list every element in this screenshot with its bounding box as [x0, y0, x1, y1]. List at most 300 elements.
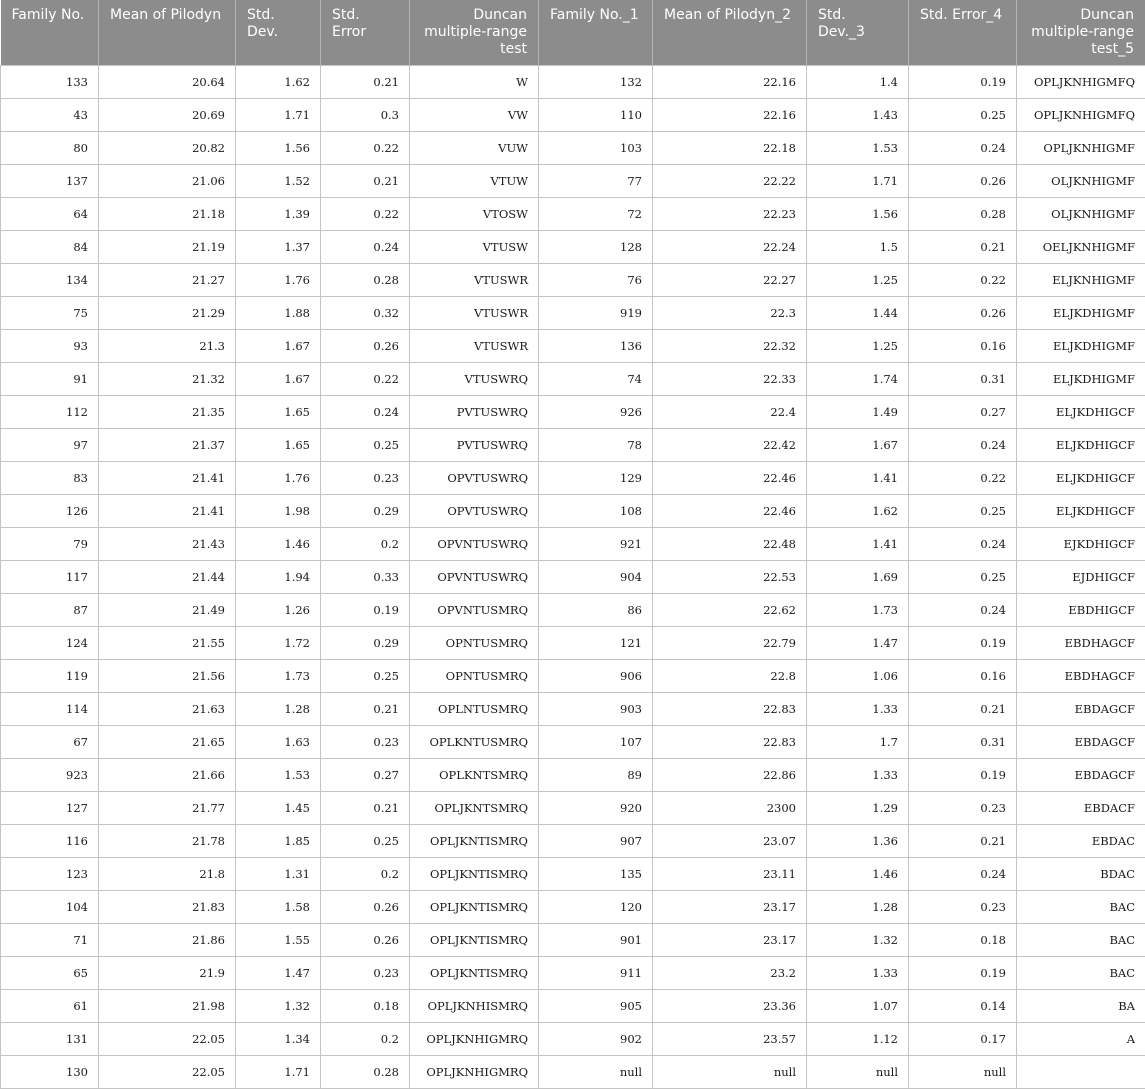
header-std-error-4: Std. Error_4 — [909, 0, 1017, 65]
cell-std-error: 0.21 — [321, 692, 410, 725]
cell-std-dev: 1.72 — [236, 626, 321, 659]
cell-std-dev: 1.65 — [236, 428, 321, 461]
cell-std-dev: 1.88 — [236, 296, 321, 329]
cell-duncan-test-5 — [1017, 1055, 1145, 1088]
cell-std-dev-3: 1.69 — [807, 560, 909, 593]
cell-std-dev-3: null — [807, 1055, 909, 1088]
cell-std-dev: 1.46 — [236, 527, 321, 560]
cell-std-error-4: 0.22 — [909, 263, 1017, 296]
cell-duncan-test-5: OPLJKNHIGMF — [1017, 131, 1145, 164]
cell-duncan-test-5: BAC — [1017, 890, 1145, 923]
cell-std-error: 0.28 — [321, 1055, 410, 1088]
cell-family-no: 112 — [1, 395, 99, 428]
cell-std-error: 0.27 — [321, 758, 410, 791]
cell-std-error: 0.23 — [321, 461, 410, 494]
cell-family-no: 133 — [1, 65, 99, 98]
cell-family-no: 123 — [1, 857, 99, 890]
cell-mean-pilodyn: 21.78 — [99, 824, 236, 857]
cell-family-no: 104 — [1, 890, 99, 923]
cell-std-dev: 1.32 — [236, 989, 321, 1022]
cell-duncan-test: OPNTUSMRQ — [410, 659, 539, 692]
cell-duncan-test-5: ELJKNHIGMF — [1017, 263, 1145, 296]
cell-duncan-test: VTUSW — [410, 230, 539, 263]
cell-family-no-1: 89 — [539, 758, 653, 791]
cell-mean-pilodyn: 21.65 — [99, 725, 236, 758]
cell-duncan-test: OPLJKNTSMRQ — [410, 791, 539, 824]
cell-mean-pilodyn: 20.69 — [99, 98, 236, 131]
cell-mean-pilodyn: 21.56 — [99, 659, 236, 692]
cell-mean-pilodyn-2: 22.83 — [653, 692, 807, 725]
cell-std-error: 0.29 — [321, 494, 410, 527]
cell-duncan-test: OPLKNTSMRQ — [410, 758, 539, 791]
cell-family-no: 87 — [1, 593, 99, 626]
cell-std-error: 0.28 — [321, 263, 410, 296]
cell-family-no: 119 — [1, 659, 99, 692]
cell-mean-pilodyn-2: 22.62 — [653, 593, 807, 626]
cell-std-dev: 1.65 — [236, 395, 321, 428]
cell-family-no: 116 — [1, 824, 99, 857]
cell-mean-pilodyn: 21.41 — [99, 461, 236, 494]
cell-mean-pilodyn-2: 22.3 — [653, 296, 807, 329]
cell-family-no-1: 907 — [539, 824, 653, 857]
cell-family-no: 130 — [1, 1055, 99, 1088]
cell-std-dev-3: 1.12 — [807, 1022, 909, 1055]
cell-std-dev: 1.63 — [236, 725, 321, 758]
cell-family-no: 97 — [1, 428, 99, 461]
cell-family-no-1: 129 — [539, 461, 653, 494]
header-std-dev-3: Std. Dev._3 — [807, 0, 909, 65]
cell-mean-pilodyn-2: 23.11 — [653, 857, 807, 890]
table-row — [1, 824, 1145, 857]
cell-std-dev-3: 1.41 — [807, 527, 909, 560]
cell-std-error: 0.18 — [321, 989, 410, 1022]
cell-family-no: 65 — [1, 956, 99, 989]
cell-mean-pilodyn-2: 22.32 — [653, 329, 807, 362]
cell-mean-pilodyn-2: null — [653, 1055, 807, 1088]
cell-std-dev-3: 1.71 — [807, 164, 909, 197]
cell-mean-pilodyn-2: 22.18 — [653, 131, 807, 164]
cell-mean-pilodyn-2: 22.46 — [653, 494, 807, 527]
cell-family-no: 67 — [1, 725, 99, 758]
cell-std-error: 0.2 — [321, 1022, 410, 1055]
cell-duncan-test: VTUSWR — [410, 263, 539, 296]
cell-mean-pilodyn-2: 23.2 — [653, 956, 807, 989]
cell-std-error-4: 0.28 — [909, 197, 1017, 230]
cell-std-dev: 1.71 — [236, 1055, 321, 1088]
cell-std-error: 0.24 — [321, 395, 410, 428]
cell-mean-pilodyn-2: 22.27 — [653, 263, 807, 296]
cell-mean-pilodyn-2: 22.48 — [653, 527, 807, 560]
header-mean-pilodyn: Mean of Pilodyn — [99, 0, 236, 65]
cell-std-dev: 1.62 — [236, 65, 321, 98]
cell-std-dev-3: 1.4 — [807, 65, 909, 98]
cell-mean-pilodyn: 21.44 — [99, 560, 236, 593]
cell-std-error: 0.26 — [321, 923, 410, 956]
cell-mean-pilodyn: 21.49 — [99, 593, 236, 626]
cell-mean-pilodyn-2: 23.17 — [653, 890, 807, 923]
table-row — [1, 725, 1145, 758]
cell-duncan-test: OPVTUSWRQ — [410, 461, 539, 494]
cell-std-dev-3: 1.67 — [807, 428, 909, 461]
cell-duncan-test: OPLJKNTISMRQ — [410, 890, 539, 923]
cell-duncan-test-5: ELJKDHIGCF — [1017, 428, 1145, 461]
cell-mean-pilodyn: 22.05 — [99, 1022, 236, 1055]
cell-family-no-1: 128 — [539, 230, 653, 263]
cell-duncan-test: VTUSWRQ — [410, 362, 539, 395]
cell-std-dev: 1.56 — [236, 131, 321, 164]
cell-family-no: 923 — [1, 758, 99, 791]
table-row — [1, 296, 1145, 329]
cell-mean-pilodyn: 21.27 — [99, 263, 236, 296]
cell-duncan-test-5: BAC — [1017, 956, 1145, 989]
cell-family-no: 79 — [1, 527, 99, 560]
cell-duncan-test-5: OLJKNHIGMF — [1017, 197, 1145, 230]
cell-family-no-1: 903 — [539, 692, 653, 725]
cell-duncan-test: VUW — [410, 131, 539, 164]
table-row — [1, 263, 1145, 296]
cell-std-dev-3: 1.25 — [807, 329, 909, 362]
cell-std-error: 0.21 — [321, 65, 410, 98]
cell-family-no-1: 919 — [539, 296, 653, 329]
cell-duncan-test-5: ELJKDHIGCF — [1017, 494, 1145, 527]
cell-family-no-1: 136 — [539, 329, 653, 362]
cell-std-error-4: 0.19 — [909, 758, 1017, 791]
cell-mean-pilodyn: 22.05 — [99, 1055, 236, 1088]
cell-mean-pilodyn: 21.41 — [99, 494, 236, 527]
cell-duncan-test-5: EBDAGCF — [1017, 692, 1145, 725]
cell-duncan-test-5: EBDAGCF — [1017, 725, 1145, 758]
cell-std-dev-3: 1.5 — [807, 230, 909, 263]
cell-family-no-1: 911 — [539, 956, 653, 989]
cell-family-no-1: 905 — [539, 989, 653, 1022]
cell-std-error-4: 0.24 — [909, 428, 1017, 461]
cell-duncan-test: OPLJKNTISMRQ — [410, 824, 539, 857]
cell-family-no-1: 107 — [539, 725, 653, 758]
cell-family-no: 131 — [1, 1022, 99, 1055]
cell-duncan-test-5: EBDHAGCF — [1017, 626, 1145, 659]
cell-duncan-test-5: EBDHIGCF — [1017, 593, 1145, 626]
cell-std-dev: 1.52 — [236, 164, 321, 197]
cell-mean-pilodyn: 21.77 — [99, 791, 236, 824]
cell-std-dev-3: 1.62 — [807, 494, 909, 527]
table-row — [1, 428, 1145, 461]
cell-duncan-test-5: ELJKDHIGCF — [1017, 395, 1145, 428]
cell-std-dev-3: 1.73 — [807, 593, 909, 626]
header-duncan-test-5: Duncan multiple-range test_5 — [1017, 0, 1145, 65]
cell-duncan-test: OPVNTUSMRQ — [410, 593, 539, 626]
cell-std-error: 0.23 — [321, 956, 410, 989]
cell-std-dev: 1.53 — [236, 758, 321, 791]
cell-family-no-1: 108 — [539, 494, 653, 527]
cell-std-dev-3: 1.25 — [807, 263, 909, 296]
cell-mean-pilodyn: 21.32 — [99, 362, 236, 395]
table-row — [1, 890, 1145, 923]
cell-std-dev: 1.73 — [236, 659, 321, 692]
cell-duncan-test: OPLNTUSMRQ — [410, 692, 539, 725]
cell-mean-pilodyn: 21.83 — [99, 890, 236, 923]
table-row — [1, 527, 1145, 560]
cell-std-error-4: 0.24 — [909, 593, 1017, 626]
cell-mean-pilodyn: 20.82 — [99, 131, 236, 164]
table-row — [1, 956, 1145, 989]
cell-family-no: 134 — [1, 263, 99, 296]
cell-duncan-test: VTUW — [410, 164, 539, 197]
cell-std-dev: 1.34 — [236, 1022, 321, 1055]
cell-duncan-test: PVTUSWRQ — [410, 428, 539, 461]
cell-family-no-1: null — [539, 1055, 653, 1088]
header-row — [1, 0, 1145, 65]
cell-family-no: 71 — [1, 923, 99, 956]
cell-duncan-test-5: ELJKDHIGMF — [1017, 362, 1145, 395]
cell-std-error-4: null — [909, 1055, 1017, 1088]
cell-family-no-1: 906 — [539, 659, 653, 692]
header-mean-pilodyn-2: Mean of Pilodyn_2 — [653, 0, 807, 65]
cell-mean-pilodyn-2: 22.79 — [653, 626, 807, 659]
cell-family-no-1: 904 — [539, 560, 653, 593]
cell-std-error: 0.19 — [321, 593, 410, 626]
cell-std-dev-3: 1.56 — [807, 197, 909, 230]
cell-family-no-1: 103 — [539, 131, 653, 164]
table-row — [1, 164, 1145, 197]
cell-family-no: 91 — [1, 362, 99, 395]
cell-mean-pilodyn-2: 23.36 — [653, 989, 807, 1022]
table-row — [1, 989, 1145, 1022]
header-duncan-test: Duncan multiple-range test — [410, 0, 539, 65]
cell-mean-pilodyn-2: 23.17 — [653, 923, 807, 956]
cell-std-error: 0.25 — [321, 824, 410, 857]
table-row — [1, 560, 1145, 593]
table-row — [1, 758, 1145, 791]
cell-std-dev-3: 1.29 — [807, 791, 909, 824]
cell-family-no: 137 — [1, 164, 99, 197]
table-row — [1, 857, 1145, 890]
cell-family-no-1: 921 — [539, 527, 653, 560]
cell-duncan-test-5: ELJKDHIGMF — [1017, 296, 1145, 329]
cell-duncan-test: OPLJKNTISMRQ — [410, 923, 539, 956]
table-row — [1, 230, 1145, 263]
cell-std-error-4: 0.19 — [909, 626, 1017, 659]
cell-std-error: 0.25 — [321, 659, 410, 692]
table-body — [1, 65, 1145, 1088]
table-row — [1, 791, 1145, 824]
table-row — [1, 98, 1145, 131]
cell-std-dev-3: 1.46 — [807, 857, 909, 890]
cell-std-error-4: 0.25 — [909, 98, 1017, 131]
cell-duncan-test: OPVTUSWRQ — [410, 494, 539, 527]
cell-family-no: 75 — [1, 296, 99, 329]
cell-std-error-4: 0.23 — [909, 791, 1017, 824]
cell-std-error-4: 0.19 — [909, 65, 1017, 98]
cell-family-no-1: 901 — [539, 923, 653, 956]
cell-std-error: 0.25 — [321, 428, 410, 461]
cell-family-no: 64 — [1, 197, 99, 230]
cell-duncan-test: VW — [410, 98, 539, 131]
cell-duncan-test: W — [410, 65, 539, 98]
cell-std-dev-3: 1.32 — [807, 923, 909, 956]
cell-mean-pilodyn: 21.19 — [99, 230, 236, 263]
cell-std-dev: 1.28 — [236, 692, 321, 725]
cell-std-error-4: 0.24 — [909, 131, 1017, 164]
cell-family-no: 127 — [1, 791, 99, 824]
cell-duncan-test-5: BA — [1017, 989, 1145, 1022]
cell-duncan-test-5: ELJKDHIGMF — [1017, 329, 1145, 362]
cell-family-no: 43 — [1, 98, 99, 131]
cell-mean-pilodyn: 21.63 — [99, 692, 236, 725]
cell-family-no: 124 — [1, 626, 99, 659]
cell-mean-pilodyn: 21.9 — [99, 956, 236, 989]
cell-std-error: 0.2 — [321, 527, 410, 560]
header-std-error: Std. Error — [321, 0, 410, 65]
cell-std-dev: 1.76 — [236, 263, 321, 296]
cell-duncan-test: VTUSWR — [410, 296, 539, 329]
table-row — [1, 65, 1145, 98]
cell-duncan-test-5: OLJKNHIGMF — [1017, 164, 1145, 197]
cell-family-no: 84 — [1, 230, 99, 263]
cell-std-dev-3: 1.47 — [807, 626, 909, 659]
cell-mean-pilodyn: 21.29 — [99, 296, 236, 329]
cell-mean-pilodyn: 21.37 — [99, 428, 236, 461]
cell-family-no: 61 — [1, 989, 99, 1022]
cell-family-no-1: 110 — [539, 98, 653, 131]
cell-mean-pilodyn-2: 22.16 — [653, 98, 807, 131]
cell-std-dev-3: 1.33 — [807, 956, 909, 989]
cell-std-error: 0.33 — [321, 560, 410, 593]
header-family-no: Family No. — [1, 0, 99, 65]
cell-family-no: 114 — [1, 692, 99, 725]
cell-std-error-4: 0.26 — [909, 296, 1017, 329]
cell-std-error-4: 0.14 — [909, 989, 1017, 1022]
cell-mean-pilodyn-2: 22.8 — [653, 659, 807, 692]
cell-std-error-4: 0.16 — [909, 659, 1017, 692]
cell-std-dev: 1.26 — [236, 593, 321, 626]
cell-std-error: 0.22 — [321, 362, 410, 395]
cell-std-dev: 1.71 — [236, 98, 321, 131]
cell-std-error: 0.21 — [321, 791, 410, 824]
cell-std-dev-3: 1.28 — [807, 890, 909, 923]
cell-std-error: 0.22 — [321, 197, 410, 230]
cell-std-dev: 1.37 — [236, 230, 321, 263]
cell-std-dev-3: 1.06 — [807, 659, 909, 692]
cell-std-error-4: 0.21 — [909, 824, 1017, 857]
cell-std-dev: 1.58 — [236, 890, 321, 923]
cell-std-dev: 1.31 — [236, 857, 321, 890]
table-row — [1, 1022, 1145, 1055]
cell-std-error-4: 0.25 — [909, 494, 1017, 527]
cell-duncan-test: OPLJKNHISMRQ — [410, 989, 539, 1022]
cell-duncan-test-5: BDAC — [1017, 857, 1145, 890]
cell-mean-pilodyn-2: 22.46 — [653, 461, 807, 494]
cell-duncan-test: OPVNTUSWRQ — [410, 527, 539, 560]
cell-std-dev-3: 1.43 — [807, 98, 909, 131]
table-row — [1, 659, 1145, 692]
cell-std-error: 0.32 — [321, 296, 410, 329]
cell-std-error-4: 0.24 — [909, 527, 1017, 560]
cell-mean-pilodyn: 21.06 — [99, 164, 236, 197]
cell-duncan-test-5: EBDHAGCF — [1017, 659, 1145, 692]
cell-duncan-test: OPLJKNHIGMRQ — [410, 1055, 539, 1088]
cell-std-error-4: 0.27 — [909, 395, 1017, 428]
cell-family-no-1: 135 — [539, 857, 653, 890]
cell-mean-pilodyn: 21.86 — [99, 923, 236, 956]
table-row — [1, 362, 1145, 395]
cell-std-dev: 1.94 — [236, 560, 321, 593]
cell-std-dev: 1.39 — [236, 197, 321, 230]
cell-mean-pilodyn: 21.8 — [99, 857, 236, 890]
cell-mean-pilodyn: 21.43 — [99, 527, 236, 560]
cell-family-no: 83 — [1, 461, 99, 494]
cell-std-dev: 1.76 — [236, 461, 321, 494]
cell-std-dev: 1.67 — [236, 362, 321, 395]
cell-family-no-1: 920 — [539, 791, 653, 824]
cell-mean-pilodyn: 21.66 — [99, 758, 236, 791]
cell-mean-pilodyn-2: 22.16 — [653, 65, 807, 98]
table-header — [1, 0, 1145, 65]
header-std-dev: Std. Dev. — [236, 0, 321, 65]
cell-std-error-4: 0.24 — [909, 857, 1017, 890]
cell-duncan-test: OPLJKNHIGMRQ — [410, 1022, 539, 1055]
cell-mean-pilodyn-2: 2300 — [653, 791, 807, 824]
cell-std-error-4: 0.21 — [909, 692, 1017, 725]
cell-std-dev-3: 1.33 — [807, 758, 909, 791]
cell-duncan-test: OPLJKNTISMRQ — [410, 956, 539, 989]
cell-family-no-1: 76 — [539, 263, 653, 296]
cell-std-error: 0.24 — [321, 230, 410, 263]
cell-duncan-test-5: EBDACF — [1017, 791, 1145, 824]
cell-family-no-1: 86 — [539, 593, 653, 626]
cell-std-error-4: 0.22 — [909, 461, 1017, 494]
cell-family-no: 93 — [1, 329, 99, 362]
cell-family-no-1: 926 — [539, 395, 653, 428]
cell-std-dev-3: 1.07 — [807, 989, 909, 1022]
cell-std-error-4: 0.23 — [909, 890, 1017, 923]
cell-duncan-test: OPLKNTUSMRQ — [410, 725, 539, 758]
cell-mean-pilodyn-2: 23.07 — [653, 824, 807, 857]
cell-std-error: 0.21 — [321, 164, 410, 197]
cell-duncan-test-5: OPLJKNHIGMFQ — [1017, 98, 1145, 131]
cell-duncan-test-5: EJDHIGCF — [1017, 560, 1145, 593]
cell-std-error-4: 0.21 — [909, 230, 1017, 263]
cell-mean-pilodyn: 21.3 — [99, 329, 236, 362]
cell-mean-pilodyn-2: 22.42 — [653, 428, 807, 461]
cell-mean-pilodyn-2: 22.33 — [653, 362, 807, 395]
cell-family-no-1: 121 — [539, 626, 653, 659]
cell-duncan-test-5: EBDAC — [1017, 824, 1145, 857]
cell-duncan-test-5: BAC — [1017, 923, 1145, 956]
cell-family-no-1: 77 — [539, 164, 653, 197]
cell-duncan-test: OPNTUSMRQ — [410, 626, 539, 659]
cell-mean-pilodyn-2: 22.23 — [653, 197, 807, 230]
cell-std-error: 0.26 — [321, 890, 410, 923]
table-row — [1, 461, 1145, 494]
cell-duncan-test: PVTUSWRQ — [410, 395, 539, 428]
table-row — [1, 626, 1145, 659]
cell-std-error: 0.26 — [321, 329, 410, 362]
table-row — [1, 329, 1145, 362]
cell-duncan-test: OPVNTUSWRQ — [410, 560, 539, 593]
cell-duncan-test-5: A — [1017, 1022, 1145, 1055]
cell-mean-pilodyn: 21.18 — [99, 197, 236, 230]
cell-family-no: 80 — [1, 131, 99, 164]
cell-std-dev: 1.45 — [236, 791, 321, 824]
cell-std-dev: 1.67 — [236, 329, 321, 362]
cell-std-dev: 1.98 — [236, 494, 321, 527]
cell-std-error-4: 0.18 — [909, 923, 1017, 956]
cell-family-no-1: 132 — [539, 65, 653, 98]
cell-std-error: 0.23 — [321, 725, 410, 758]
cell-std-dev: 1.85 — [236, 824, 321, 857]
cell-std-dev-3: 1.49 — [807, 395, 909, 428]
header-family-no-1: Family No._1 — [539, 0, 653, 65]
